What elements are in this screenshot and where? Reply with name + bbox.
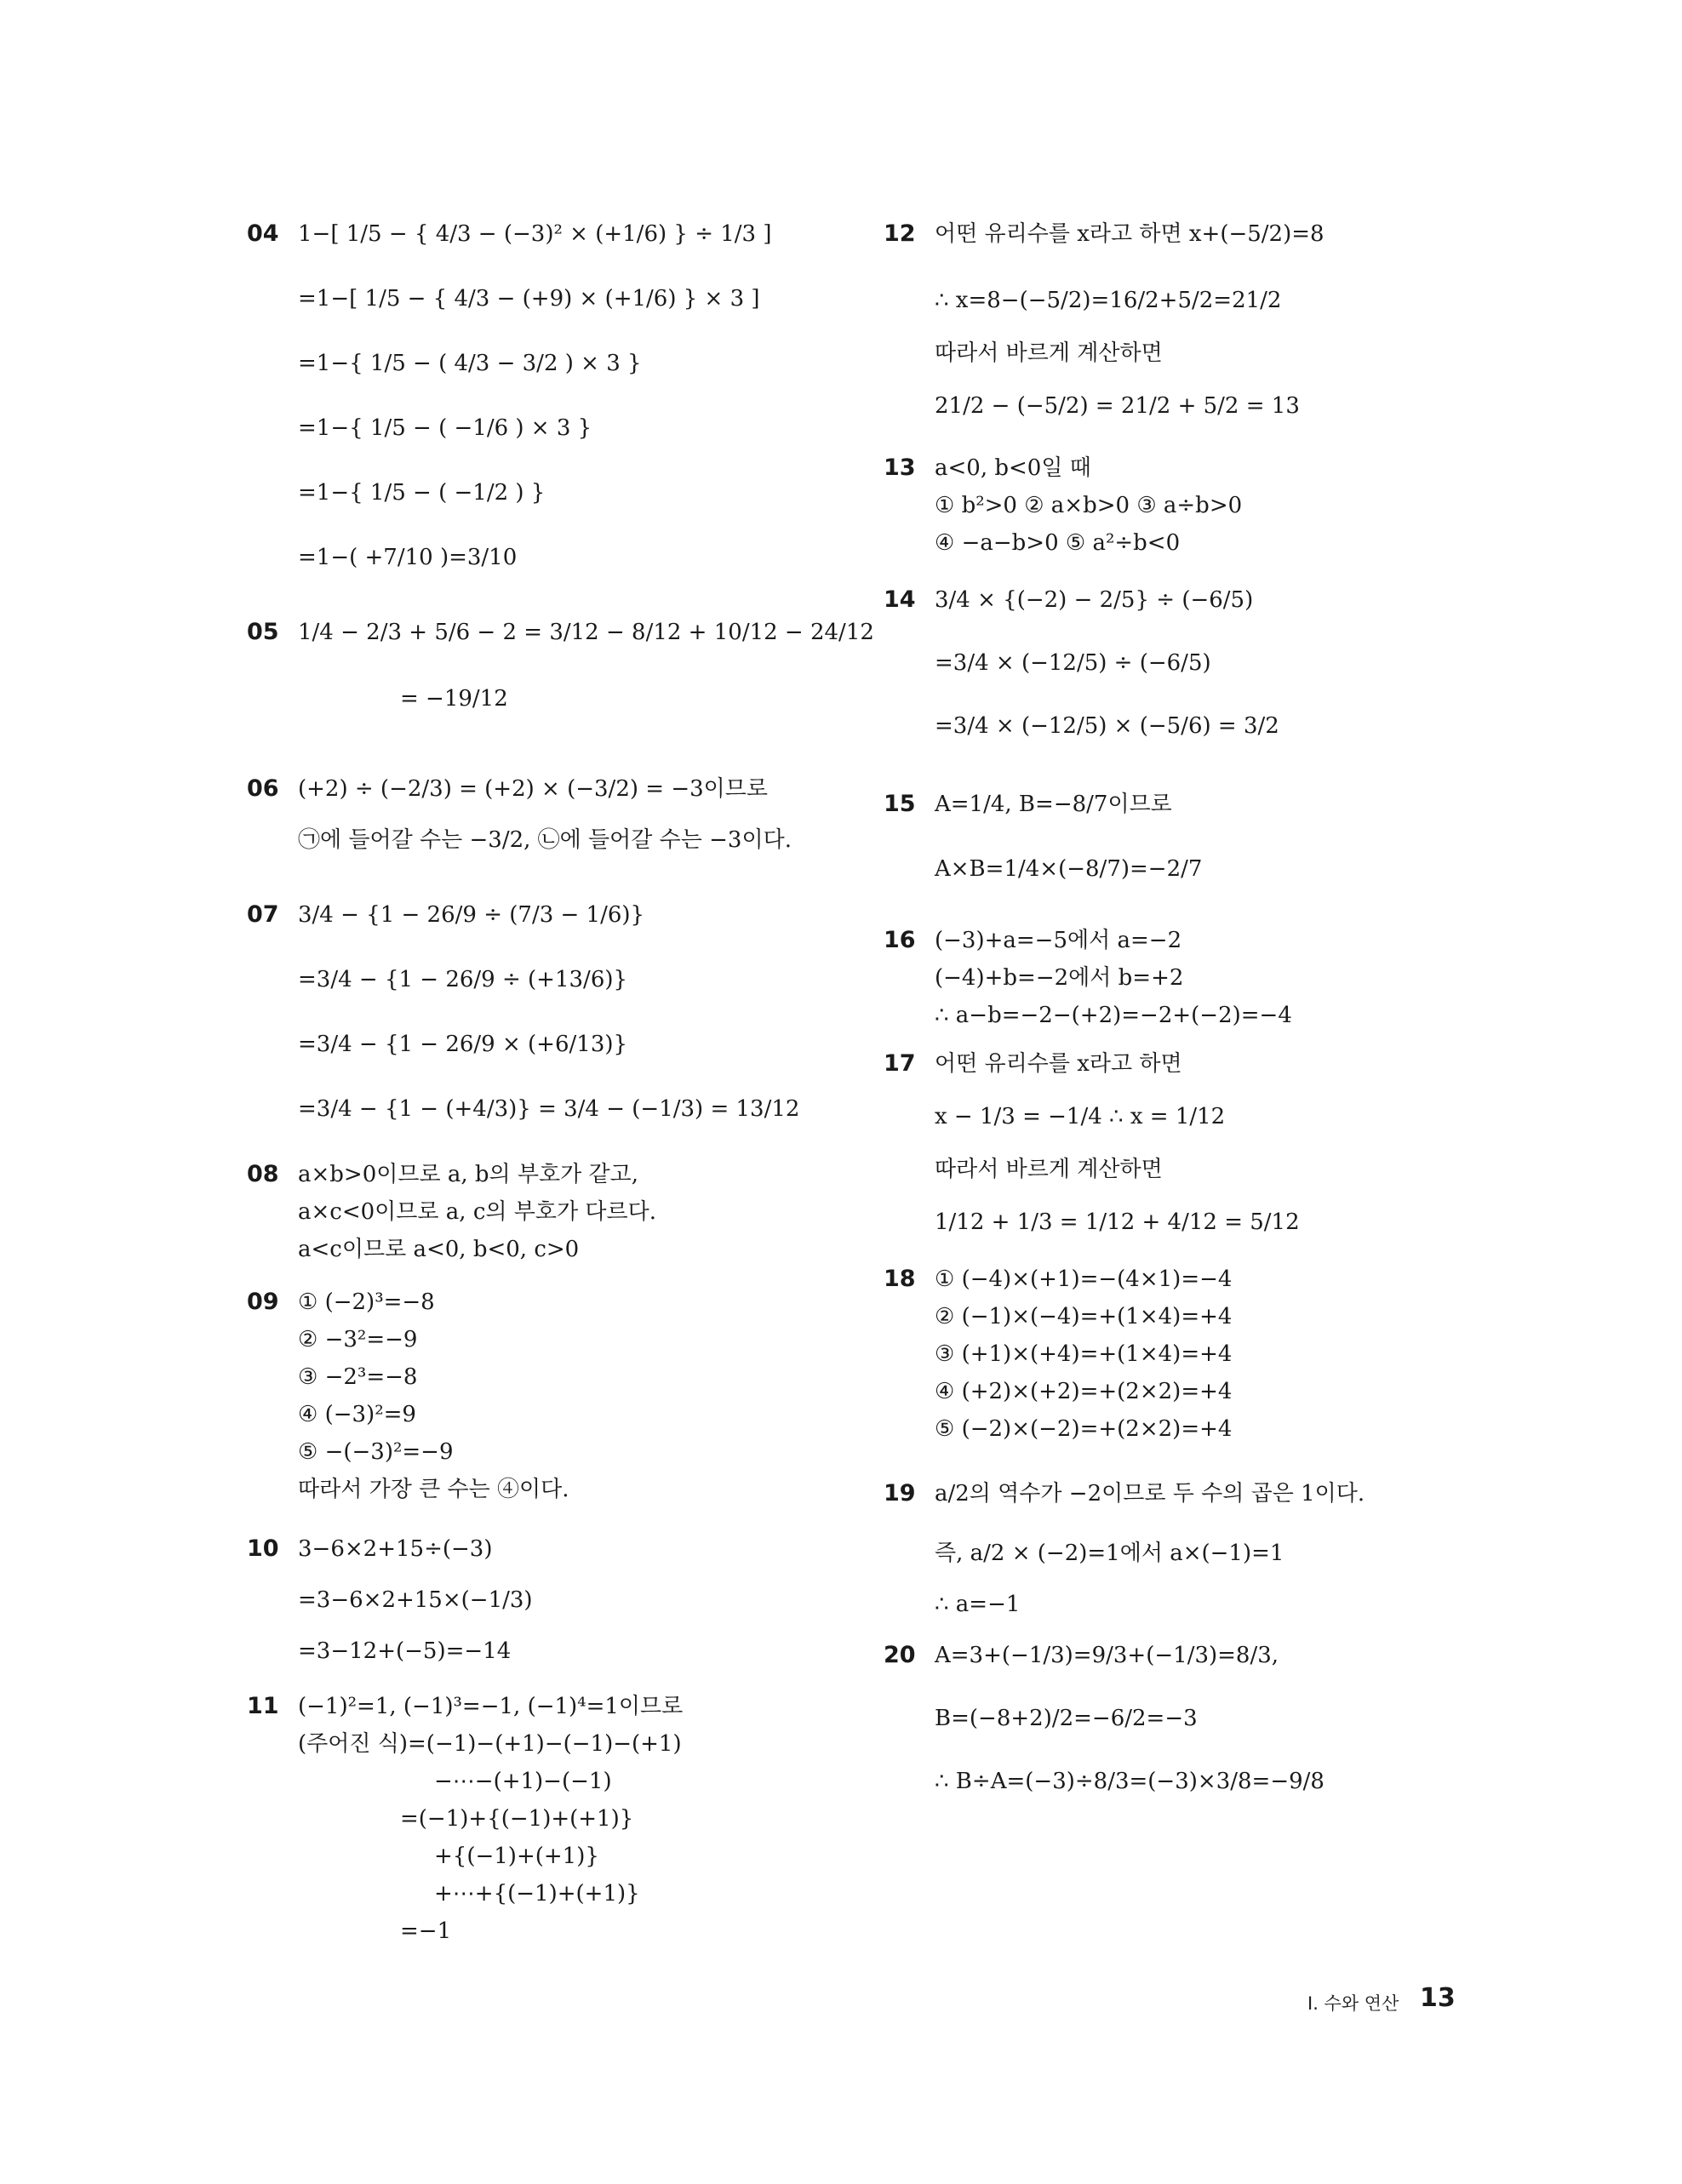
solution-line: 3/4 − {1 − 26/9 ÷ (7/3 − 1/6)}: [298, 902, 645, 928]
page-number: 13: [1420, 1983, 1456, 2013]
problem-number: 14: [884, 586, 916, 613]
solution-line: ∴ x=8−(−5/2)=16/2+5/2=21/2: [935, 288, 1282, 313]
problem-number: 18: [884, 1266, 916, 1292]
problem-number: 04: [247, 220, 279, 247]
solution-line: ④ (−3)²=9: [298, 1402, 416, 1427]
solution-line: B=(−8+2)/2=−6/2=−3: [935, 1706, 1198, 1731]
solution-line: =3/4 − {1 − 26/9 ÷ (+13/6)}: [298, 967, 628, 992]
solution-line: 3/4 × {(−2) − 2/5} ÷ (−6/5): [935, 587, 1254, 613]
problem-number: 13: [884, 455, 916, 481]
problem-number: 06: [247, 775, 279, 802]
solution-line: a<0, b<0일 때: [935, 455, 1091, 481]
solution-line: 3−6×2+15÷(−3): [298, 1536, 493, 1562]
solution-line: 1/4 − 2/3 + 5/6 − 2 = 3/12 − 8/12 + 10/12 − 24/12: [298, 620, 874, 645]
solution-line: (주어진 식)=(−1)−(+1)−(−1)−(+1): [298, 1731, 682, 1757]
solution-line: +{(−1)+(+1)}: [434, 1844, 599, 1869]
solution-line: =1−{ 1/5 − ( −1/2 ) }: [298, 480, 546, 506]
problem-number: 20: [884, 1642, 916, 1668]
problem-number: 09: [247, 1289, 279, 1315]
problem-number: 08: [247, 1161, 279, 1187]
problem-number: 11: [247, 1693, 279, 1719]
solution-line: a<c이므로 a<0, b<0, c>0: [298, 1237, 580, 1262]
solution-line: = −19/12: [400, 686, 508, 712]
solution-line: +⋯+{(−1)+(+1)}: [434, 1881, 640, 1907]
solution-line: −⋯−(+1)−(−1): [434, 1769, 612, 1794]
solution-line: (−4)+b=−2에서 b=+2: [935, 965, 1184, 991]
solution-line: 즉, a/2 × (−2)=1에서 a×(−1)=1: [935, 1541, 1284, 1566]
solution-line: a×b>0이므로 a, b의 부호가 같고,: [298, 1162, 639, 1187]
solution-line: =3−12+(−5)=−14: [298, 1638, 512, 1664]
solution-line: ③ −2³=−8: [298, 1364, 418, 1390]
solution-line: (+2) ÷ (−2/3) = (+2) × (−3/2) = −3이므로: [298, 776, 768, 802]
solution-line: ④ −a−b>0 ⑤ a²÷b<0: [935, 530, 1181, 556]
solution-line: 21/2 − (−5/2) = 21/2 + 5/2 = 13: [935, 393, 1300, 419]
problem-number: 17: [884, 1050, 916, 1077]
solution-line: 1−[ 1/5 − { 4/3 − (−3)² × (+1/6) } ÷ 1/3 ]: [298, 221, 772, 247]
solution-line: 1/12 + 1/3 = 1/12 + 4/12 = 5/12: [935, 1209, 1300, 1235]
solution-line: x − 1/3 = −1/4 ∴ x = 1/12: [935, 1104, 1226, 1129]
solution-line: ① b²>0 ② a×b>0 ③ a÷b>0: [935, 493, 1243, 518]
problem-number: 05: [247, 619, 279, 645]
solution-line: =3/4 × (−12/5) ÷ (−6/5): [935, 650, 1211, 676]
solution-line: =1−[ 1/5 − { 4/3 − (+9) × (+1/6) } × 3 ]: [298, 286, 760, 312]
solution-line: =3/4 − {1 − 26/9 × (+6/13)}: [298, 1032, 628, 1057]
solution-line: ② −3²=−9: [298, 1327, 418, 1352]
solution-line: ① (−4)×(+1)=−(4×1)=−4: [935, 1266, 1233, 1292]
solution-line: ⑤ −(−3)²=−9: [298, 1439, 454, 1465]
problem-number: 16: [884, 927, 916, 953]
solution-line: 따라서 가장 큰 수는 ④이다.: [298, 1477, 569, 1502]
problem-number: 10: [247, 1535, 279, 1562]
solution-line: =3/4 − {1 − (+4/3)} = 3/4 − (−1/3) = 13/12: [298, 1096, 800, 1122]
solution-line: (−1)²=1, (−1)³=−1, (−1)⁴=1이므로: [298, 1694, 684, 1719]
solution-line: =3/4 × (−12/5) × (−5/6) = 3/2: [935, 713, 1279, 739]
solution-line: A=3+(−1/3)=9/3+(−1/3)=8/3,: [935, 1643, 1279, 1668]
solution-line: 어떤 유리수를 x라고 하면 x+(−5/2)=8: [935, 221, 1324, 247]
problem-number: 19: [884, 1480, 916, 1507]
solution-line: =−1: [400, 1918, 452, 1944]
solution-line: A×B=1/4×(−8/7)=−2/7: [935, 856, 1203, 882]
solution-line: ∴ a−b=−2−(+2)=−2+(−2)=−4: [935, 1003, 1292, 1028]
solution-line: 따라서 바르게 계산하면: [935, 1157, 1163, 1182]
problem-number: 15: [884, 791, 916, 817]
solution-line: a×c<0이므로 a, c의 부호가 다르다.: [298, 1199, 656, 1225]
solution-line: (−3)+a=−5에서 a=−2: [935, 928, 1182, 953]
solution-line: ② (−1)×(−4)=+(1×4)=+4: [935, 1304, 1233, 1329]
solution-line: ④ (+2)×(+2)=+(2×2)=+4: [935, 1379, 1233, 1404]
solution-line: 따라서 바르게 계산하면: [935, 340, 1163, 366]
solution-line: A=1/4, B=−8/7이므로: [935, 792, 1172, 817]
solution-line: ⑤ (−2)×(−2)=+(2×2)=+4: [935, 1416, 1233, 1442]
solution-line: ∴ B÷A=(−3)÷8/3=(−3)×3/8=−9/8: [935, 1769, 1324, 1794]
solution-line: ㉠에 들어갈 수는 −3/2, ㉡에 들어갈 수는 −3이다.: [298, 827, 792, 853]
solution-line: ① (−2)³=−8: [298, 1289, 435, 1315]
problem-number: 07: [247, 901, 279, 928]
solution-line: =(−1)+{(−1)+(+1)}: [400, 1806, 634, 1832]
solution-line: ③ (+1)×(+4)=+(1×4)=+4: [935, 1341, 1233, 1367]
solution-line: ∴ a=−1: [935, 1592, 1021, 1617]
solution-line: =1−( +7/10 )=3/10: [298, 545, 518, 570]
solution-line: =3−6×2+15×(−1/3): [298, 1587, 533, 1613]
section-title: Ⅰ. 수와 연산: [1307, 1993, 1399, 2014]
problem-number: 12: [884, 220, 916, 247]
solution-line: =1−{ 1/5 − ( 4/3 − 3/2 ) × 3 }: [298, 351, 642, 376]
solution-line: 어떤 유리수를 x라고 하면: [935, 1051, 1182, 1077]
solution-line: =1−{ 1/5 − ( −1/6 ) × 3 }: [298, 415, 592, 441]
solution-line: a/2의 역수가 −2이므로 두 수의 곱은 1이다.: [935, 1481, 1365, 1507]
